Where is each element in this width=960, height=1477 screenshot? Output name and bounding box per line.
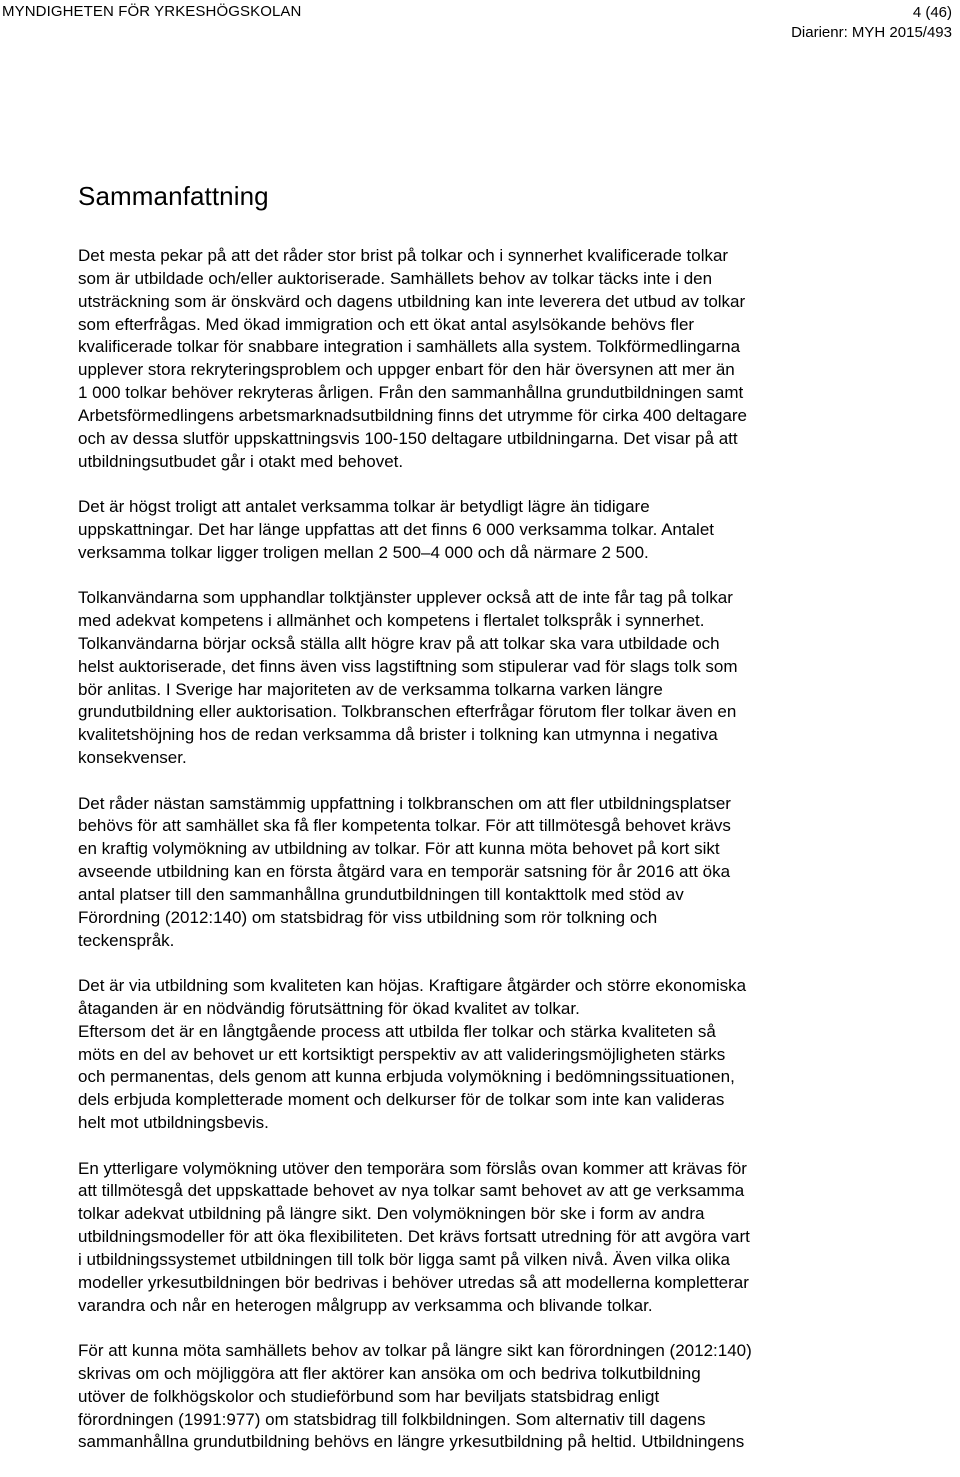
- paragraph-volume-increase: En ytterligare volymökning utöver den temporära som förslås ovan kommer att krävas för att tillmötesgå det uppskattade behovet av nya tolkar samt behovet av att ge verksamma tolkar adekvat utbildning på längre sikt. Den volymökningen bör ske i form av andra utbildningsmodeller för att öka flexibiliteten. Det krävs fortsatt utredning för att avgöra vart i utbildningssystemet utbildningen till tolk bör ligga samt på vilken nivå. Även vilka olika modeller yrkesutbildningen bör bedrivas i behöver utredas så att modellerna kompletterar varandra och når en heterogen målgrupp av verksamma och blivande tolkar.: [78, 1158, 750, 1315]
- page-header: [0, 0, 960, 44]
- page-number: 4 (46): [912, 4, 952, 21]
- page-title: Sammanfattning: [78, 181, 269, 211]
- document-body: [78, 245, 878, 1477]
- paragraph-long-term: För att kunna möta samhällets behov av tolkar på längre sikt kan förordningen (2012:140) skrivas om och möjliggöra att fler aktörer kan ansöka om och bedriva tolkutbildning utöver de folkhögskolor och studieförbund som har beviljats statsbidrag enligt förordningen (1991:977) om statsbidrag till folkbildningen. Som alternativ till dagens sammanhållna grundutbildning behövs en längre yrkesutbildning på heltid. Utbildningens: [78, 1341, 752, 1452]
- header-meta: [791, 3, 952, 43]
- organization-name: MYNDIGHETEN FÖR YRKESHÖGSKOLAN: [2, 3, 302, 20]
- reference-number: Diarienr: MYH 2015/493: [791, 24, 952, 41]
- paragraph-active-interpreters: Det är högst troligt att antalet verksamma tolkar är betydligt lägre än tidigare uppskattningar. Det har länge uppfattas att det finns 6 000 verksamma tolkar. Antalet verksamma tolkar ligger troligen mellan 2 500–4 000 och då närmare 2 500.: [78, 497, 714, 562]
- paragraph-users: Tolkanvändarna som upphandlar tolktjänster upplever också att de inte får tag på tolkar med adekvat kompetens i allmänhet och kompetens i flertalet tolkspråk i synnerhet. Tolkanvändarna börjar också ställa allt högre krav på att tolkar ska vara utbildade och helst auktoriserade, det finns även viss lagstiftning som stipulerar vad för slags tolk som bör anlitas. I Sverige har majoriteten av de verksamma tolkarna varken längre grundutbildning eller auktorisation. Tolkbranschen efterfrågar förutom fler tolkar även en kvalitetshöjning hos de redan verksamma då brister i tolkning kan utmynna i negativa konsekvenser.: [78, 588, 738, 768]
- paragraph-education-places: Det råder nästan samstämmig uppfattning i tolkbranschen om att fler utbildningsplatser behövs för att samhället ska få fler kompetenta tolkar. För att tillmötesgå behovet krävs en kraftig volymökning av utbildning av tolkar. För att kunna möta behovet på kort sikt avseende utbildning kan en första åtgärd vara en temporär satsning för år 2016 att öka antal platser till den sammanhållna grundutbildningen till kontakttolk med stöd av Förordning (2012:140) om statsbidrag för viss utbildning som rör tolkning och teckenspråk.: [78, 793, 731, 950]
- paragraph-shortage: Det mesta pekar på att det råder stor brist på tolkar och i synnerhet kvalificerade tolkar som är utbildade och/eller auktoriserade. Samhällets behov av tolkar täcks inte i den utsträckning som är önskvärd och dagens utbildning kan inte leverera det utbud av tolkar som efterfrågas. Med ökad immigration och ett ökat antal asylsökande behövs fler kvalificerade tolkar för snabbare integration i samhällets alla system. Tolkförmedlingarna upplever stora rekryteringsproblem och uppger enbart för den här översynen att mer än 1 000 tolkar behöver rekryteras årligen. Från den sammanhållna grundutbildningen samt Arbetsförmedlingens arbetsmarknadsutbildning finns det utrymme för cirka 400 deltagare och av dessa slutför uppskattningsvis 100-150 deltagare utbildningarna. Det visar på att utbildningsutbudet går i otakt med behovet.: [78, 246, 748, 471]
- paragraph-quality: Det är via utbildning som kvaliteten kan höjas. Kraftigare åtgärder och större ekonomiska åtaganden är en nödvändig förutsättning för ökad kvalitet av tolkar. Eftersom det är en långtgående process att utbilda fler tolkar och stärka kvaliteten så möts en del av behovet ur ett kortsiktigt perspektiv av att valideringsmöjligheten stärks och permanentas, dels genom att kunna erbjuda volymökning i bedömningssituationen, dels erbjuda kompletterade moment och delkurser för de tolkar som inte kan valideras helt mot utbildningsbevis.: [78, 976, 747, 1133]
